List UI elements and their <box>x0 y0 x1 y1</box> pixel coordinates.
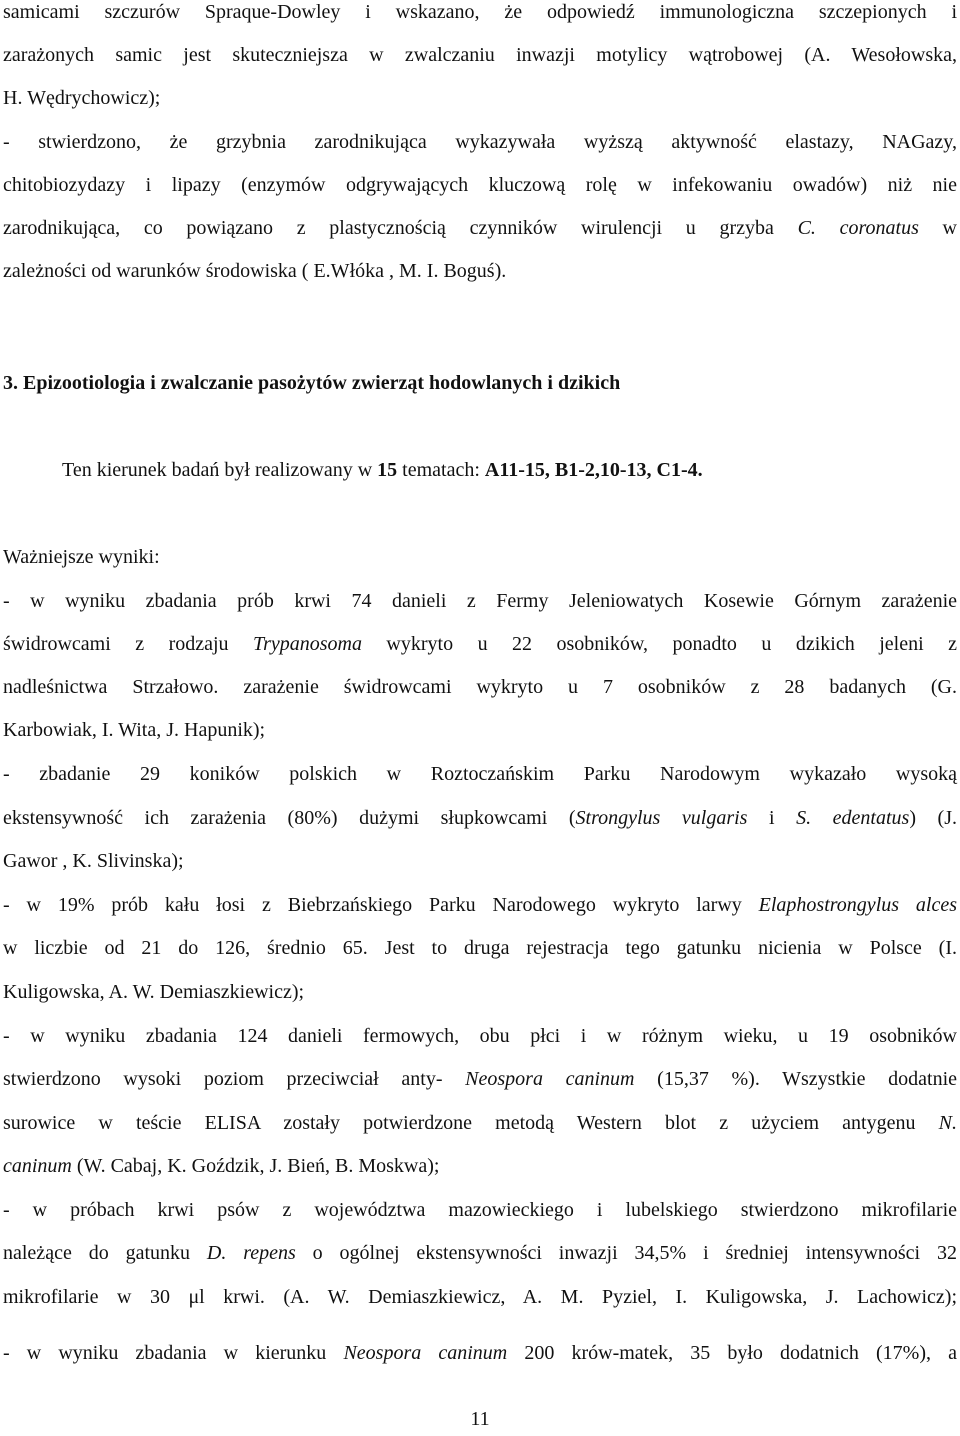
text-span: samicami szczurów Spraque-Dowley i wskazano, że odpowiedź immunologiczna szczepionych i <box>3 1 957 23</box>
text-span: - w wyniku zbadania 124 danieli fermowych, obu płci i w różnym wieku, u 19 osobników <box>3 1025 957 1047</box>
text-span: (15,37 %). Wszystkie dodatnie <box>634 1068 957 1090</box>
italic-span: Trypanosoma <box>253 633 362 655</box>
text-span: zależności od warunków środowiska ( E.Włóka , M. I. Boguś). <box>3 260 507 282</box>
text-span: świdrowcami z rodzaju <box>3 633 254 655</box>
text-span: stwierdzono wysoki poziom przeciwciał anty- <box>3 1068 466 1090</box>
text-line <box>3 1110 957 1136</box>
italic-span: Neospora caninum <box>343 1342 508 1364</box>
text-line <box>3 892 957 918</box>
text-line <box>3 761 957 787</box>
text-line <box>3 674 957 700</box>
page-number: 11 <box>470 1408 490 1430</box>
text-span: zarodnikująca, co powiązano z plastycznością czynników wirulencji u grzyba <box>3 217 798 239</box>
italic-span: Strongylus vulgaris <box>575 807 748 829</box>
italic-span: C. coronatus <box>797 217 919 239</box>
text-line <box>3 588 957 614</box>
text-line <box>3 42 957 68</box>
text-span: - w próbach krwi psów z województwa mazowieckiego i lubelskiego stwierdzono mikrofilarie <box>3 1199 957 1221</box>
text-span: (W. Cabaj, K. Goździk, J. Bień, B. Moskwa); <box>71 1155 440 1177</box>
text-span: i <box>747 807 797 829</box>
text-line <box>3 1340 957 1366</box>
text-span: należące do gatunku <box>3 1242 207 1264</box>
text-span: surowice w teście ELISA zostały potwierdzone metodą Western blot z użyciem antygenu <box>3 1112 939 1134</box>
text-line <box>62 457 957 483</box>
text-line <box>3 1066 957 1092</box>
text-line <box>3 717 957 743</box>
text-line <box>3 215 957 241</box>
text-line <box>3 1197 957 1223</box>
text-span: w liczbie od 21 do 126, średnio 65. Jest to druga rejestracja tego gatunku nicienia w Polsce (I. <box>3 937 957 959</box>
text-line <box>3 848 957 874</box>
italic-span: Elaphostrongylus alces <box>758 894 957 916</box>
text-span: chitobiozydazy i lipazy (enzymów odgrywających kluczową rolę w infekowaniu owadów) niż nie <box>3 174 957 196</box>
text-line <box>3 1153 957 1179</box>
text-span: Ten kierunek badań był realizowany w <box>62 459 378 481</box>
text-line <box>3 85 957 111</box>
text-span: tematach: <box>397 459 485 481</box>
text-span: zarażonych samic jest skuteczniejsza w zwalczaniu inwazji motylicy wątrobowej (A. Wesołowska, <box>3 44 957 66</box>
subheading <box>3 544 957 570</box>
text-line <box>3 1284 957 1310</box>
text-line <box>3 129 957 155</box>
text-span: mikrofilarie w 30 μl krwi. (A. W. Demiaszkiewicz, A. M. Pyziel, I. Kuligowska, J. Lachowicz); <box>3 1286 957 1308</box>
text-line <box>3 258 957 284</box>
text-span: w <box>918 217 957 239</box>
text-span: - w wyniku zbadania w kierunku <box>3 1342 344 1364</box>
text-line <box>3 805 957 831</box>
bold-span: A11-15, B1-2,10-13, C1-4. <box>484 459 703 481</box>
italic-span: N. <box>938 1112 957 1134</box>
bold-span: 3. Epizootiologia i zwalczanie pasożytów zwierząt hodowlanych i dzikich <box>3 372 621 394</box>
text-line <box>3 172 957 198</box>
text-line <box>3 935 957 961</box>
text-line <box>3 0 957 25</box>
text-line <box>3 631 957 657</box>
text-span: - w wyniku zbadania prób krwi 74 danieli z Fermy Jeleniowatych Kosewie Górnym zarażenie <box>3 590 957 612</box>
text-span: o ogólnej ekstensywności inwazji 34,5% i średniej intensywności 32 <box>295 1242 957 1264</box>
text-span: - zbadanie 29 koników polskich w Roztoczańskim Parku Narodowym wykazało wysoką <box>3 763 957 785</box>
text-span: - stwierdzono, że grzybnia zarodnikująca wykazywała wyższą aktywność elastazy, NAGazy, <box>3 131 957 153</box>
text-span: Gawor , K. Slivinska); <box>3 850 184 872</box>
text-span: ekstensywność ich zarażenia (80%) dużymi słupkowcami ( <box>3 807 576 829</box>
italic-span: caninum <box>3 1155 72 1177</box>
section-heading <box>3 370 957 396</box>
italic-span: Neospora caninum <box>465 1068 635 1090</box>
text-span: nadleśnictwa Strzałowo. zarażenie świdrowcami wykryto u 7 osobników z 28 badanych (G. <box>3 676 957 698</box>
italic-span: S. edentatus <box>796 807 910 829</box>
text-span: Karbowiak, I. Wita, J. Hapunik); <box>3 719 266 741</box>
text-span: wykryto u 22 osobników, ponadto u dzikich jeleni z <box>361 633 957 655</box>
text-line <box>3 1023 957 1049</box>
text-span: 200 krów-matek, 35 było dodatnich (17%), a <box>507 1342 957 1364</box>
bold-span: 15 <box>377 459 398 481</box>
text-line <box>3 1240 957 1266</box>
italic-span: D. repens <box>206 1242 296 1264</box>
text-span: - w 19% prób kału łosi z Biebrzańskiego Parku Narodowego wykryto larwy <box>3 894 759 916</box>
text-span: ) (J. <box>909 807 958 829</box>
text-line <box>3 979 957 1005</box>
text-span: Kuligowska, A. W. Demiaszkiewicz); <box>3 981 305 1003</box>
text-span: H. Wędrychowicz); <box>3 87 161 109</box>
text-span: Ważniejsze wyniki: <box>3 546 160 568</box>
